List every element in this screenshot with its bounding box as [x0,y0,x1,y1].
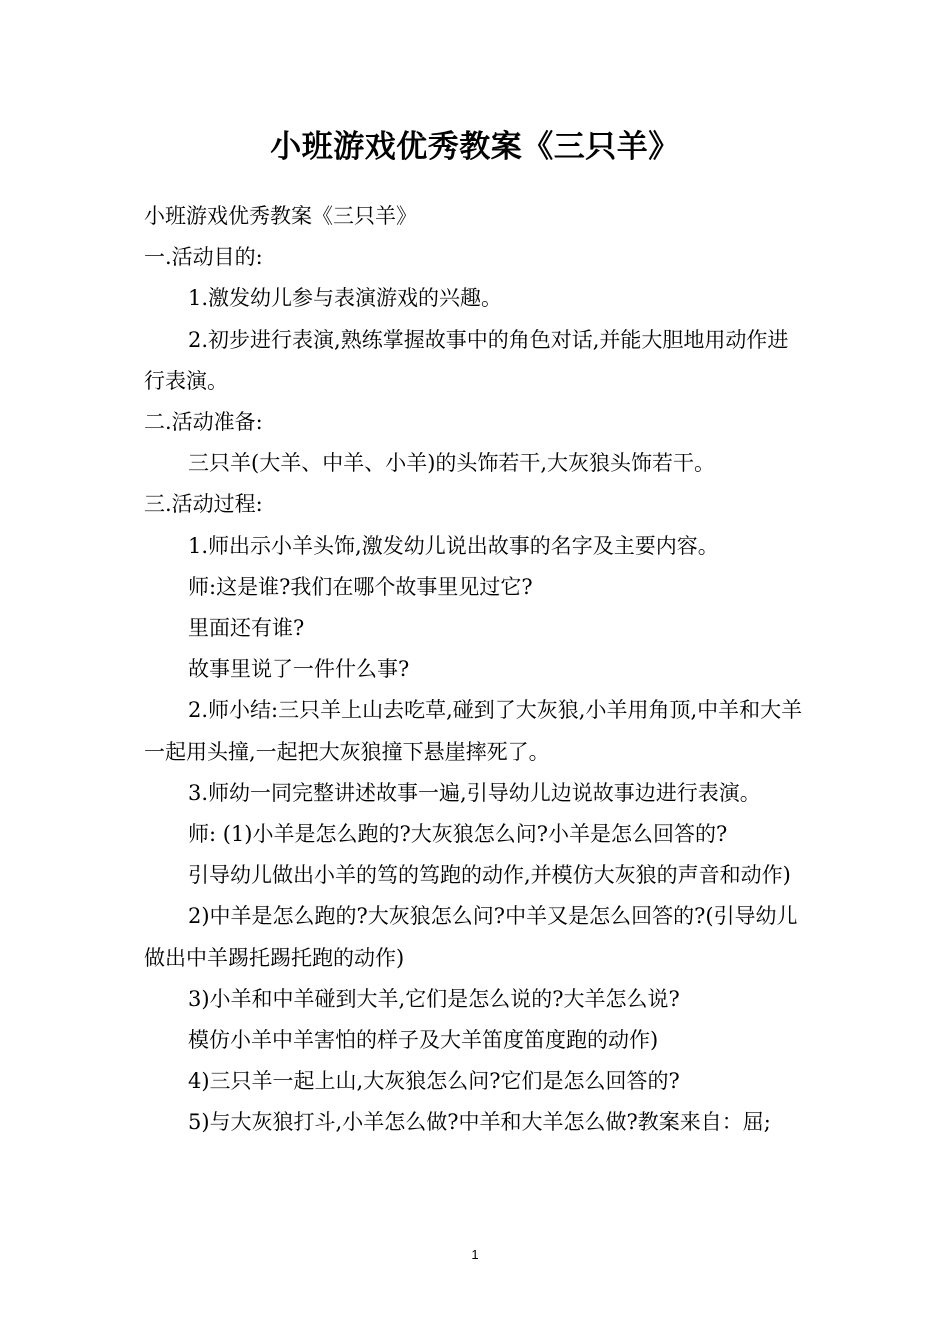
paragraph: 三只羊(大羊、中羊、小羊)的头饰若干,大灰狼头饰若干。 [188,451,716,476]
paragraph: 引导幼儿做出小羊的笃的笃跑的动作,并模仿大灰狼的声音和动作) [188,863,791,888]
paragraph: 1.师出示小羊头饰,激发幼儿说出故事的名字及主要内容。 [188,533,719,558]
section-heading: 三.活动过程: [144,492,263,517]
paragraph: 小班游戏优秀教案《三只羊》 [144,204,417,228]
paragraph: 2)中羊是怎么跑的?大灰狼怎么问?中羊又是怎么回答的?(引导幼儿做出中羊踢托踢托跑的动作) [144,904,798,970]
paragraph: 师: (1)小羊是怎么跑的?大灰狼怎么问?小羊是怎么回答的? [188,822,728,847]
section-heading: 一.活动目的: [144,245,263,270]
paragraph: 3)小羊和中羊碰到大羊,它们是怎么说的?大羊怎么说? [188,986,680,1011]
paragraph: 模仿小羊中羊害怕的样子及大羊笛度笛度跑的动作) [188,1028,659,1053]
document-title: 小班游戏优秀教案《三只羊》 [270,129,680,165]
document-body [144,196,808,1144]
paragraph: 师:这是谁?我们在哪个故事里见过它? [188,574,533,599]
paragraph: 5)与大灰狼打斗,小羊怎么做?中羊和大羊怎么做?教案来自：屈; [188,1110,771,1135]
paragraph: 2.师小结:三只羊上山去吃草,碰到了大灰狼,小羊用角顶,中羊和大羊一起用头撞,一起把大灰狼撞下悬崖摔死了。 [144,698,803,764]
paragraph: 里面还有谁? [188,616,305,641]
paragraph: 故事里说了一件什么事? [188,657,410,682]
paragraph: 2.初步进行表演,熟练掌握故事中的角色对话,并能大胆地用动作进行表演。 [144,327,789,393]
paragraph: 4)三只羊一起上山,大灰狼怎么问?它们是怎么回答的? [188,1069,680,1094]
paragraph: 1.激发幼儿参与表演游戏的兴趣。 [188,286,503,311]
section-heading: 二.活动准备: [144,410,263,435]
paragraph: 3.师幼一同完整讲述故事一遍,引导幼儿边说故事边进行表演。 [188,780,761,805]
page-number: 1 [471,1247,479,1262]
